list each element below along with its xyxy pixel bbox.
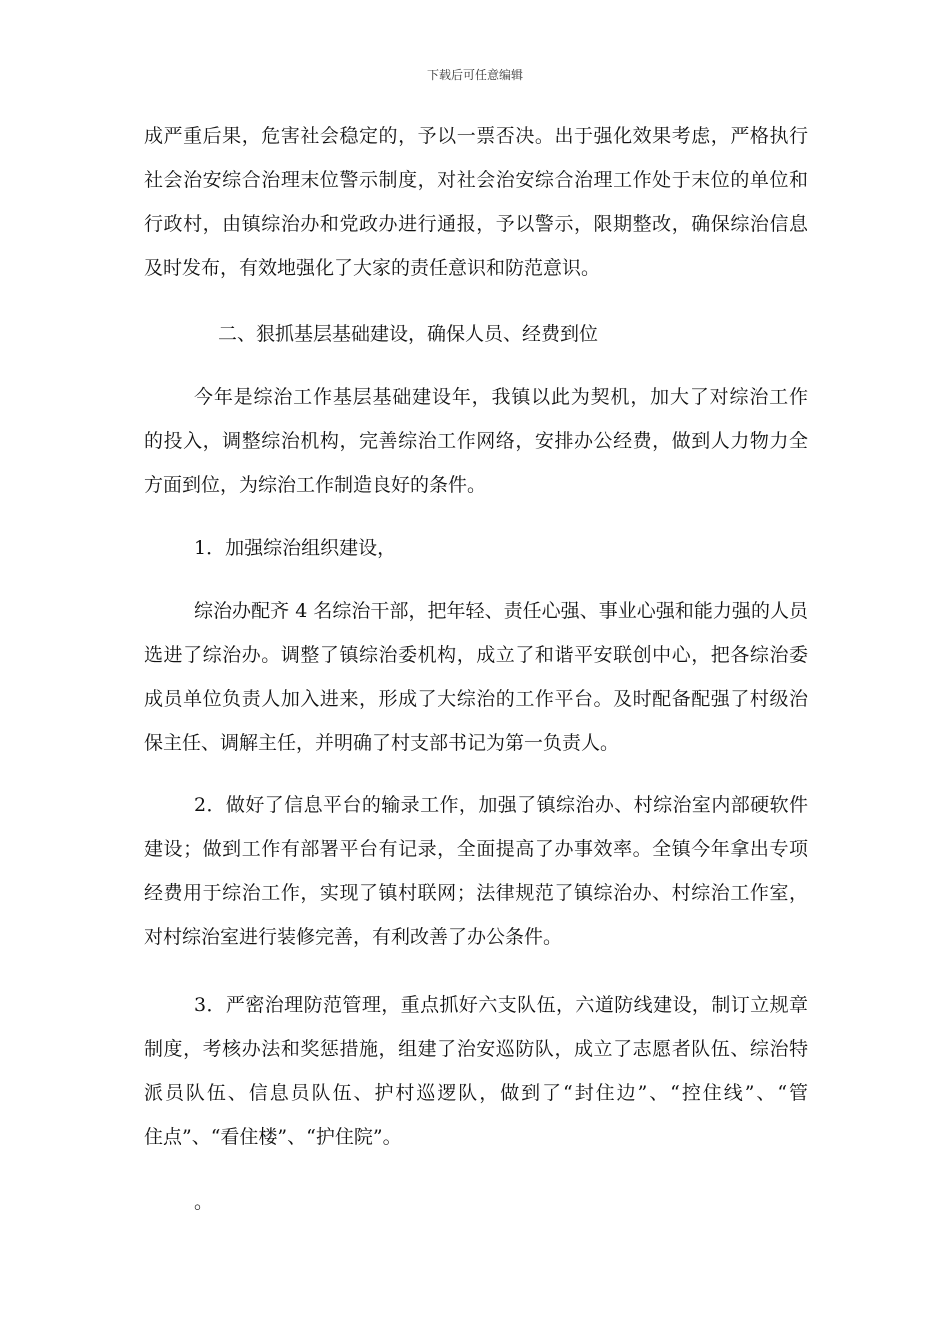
text-line: 保主任、调解主任，并明确了村支部书记为第一负责人。 xyxy=(144,732,620,754)
text-line: 成严重后果，危害社会稳定的，予以一票否决。出于强化效果考虑，严格执行 xyxy=(144,125,808,147)
text-line: 行政村，由镇综治办和党政办进行通报，予以警示，限期整改，确保综治信息 xyxy=(144,213,808,235)
paragraph-3 xyxy=(144,589,808,765)
text-line: 二、狠抓基层基础建设，确保人员、经费到位 xyxy=(218,323,599,345)
text-line: 今年是综治工作基层基础建设年，我镇以此为契机，加大了对综治工作 xyxy=(194,386,808,408)
text-line: 3．严密治理防范管理，重点抓好六支队伍，六道防线建设，制订立规章 xyxy=(194,994,808,1016)
text-line: 综治办配齐 4 名综治干部，把年轻、责任心强、事业心强和能力强的人员 xyxy=(194,600,808,622)
text-line: 选进了综治办。调整了镇综治委机构，成立了和谐平安联创中心，把各综治委 xyxy=(144,644,808,666)
paragraph-4 xyxy=(144,783,808,959)
paragraph-1 xyxy=(144,114,808,290)
text-line: 成员单位负责人加入进来，形成了大综治的工作平台。及时配备配强了村级治 xyxy=(144,688,808,710)
paragraph-5 xyxy=(144,983,808,1159)
text-line: 制度，考核办法和奖惩措施，组建了治安巡防队，成立了志愿者队伍、综治特 xyxy=(144,1038,808,1060)
text-line: 住点”、“看住楼”、“护住院”。 xyxy=(144,1126,402,1148)
text-line: 建设；做到工作有部署平台有记录，全面提高了办事效率。全镇今年拿出专项 xyxy=(144,838,808,860)
item-1-heading xyxy=(144,526,808,570)
section-heading xyxy=(144,312,808,356)
paragraph-2 xyxy=(144,375,808,507)
text-line: 。 xyxy=(194,1191,214,1213)
text-line: 及时发布，有效地强化了大家的责任意识和防范意识。 xyxy=(144,257,601,279)
text-line: 经费用于综治工作，实现了镇村联网；法律规范了镇综治办、村综治工作室， xyxy=(144,882,808,904)
text-line: 社会治安综合治理末位警示制度，对社会治安综合治理工作处于末位的单位和 xyxy=(144,169,808,191)
text-line: 的投入，调整综治机构，完善综治工作网络，安排办公经费，做到人力物力全 xyxy=(144,430,808,452)
text-line: 方面到位，为综治工作制造良好的条件。 xyxy=(144,474,487,496)
trailing-mark xyxy=(144,1180,808,1224)
text-line: 1．加强综治组织建设， xyxy=(194,537,397,559)
text-line: 对村综治室进行装修完善，有利改善了办公条件。 xyxy=(144,926,563,948)
page-header: 下载后可任意编辑 xyxy=(426,68,523,82)
text-line: 派员队伍、信息员队伍、护村巡逻队，做到了“封住边”、“控住线”、“管 xyxy=(144,1082,808,1104)
text-line: 2．做好了信息平台的输录工作，加强了镇综治办、村综治室内部硬软件 xyxy=(194,794,808,816)
